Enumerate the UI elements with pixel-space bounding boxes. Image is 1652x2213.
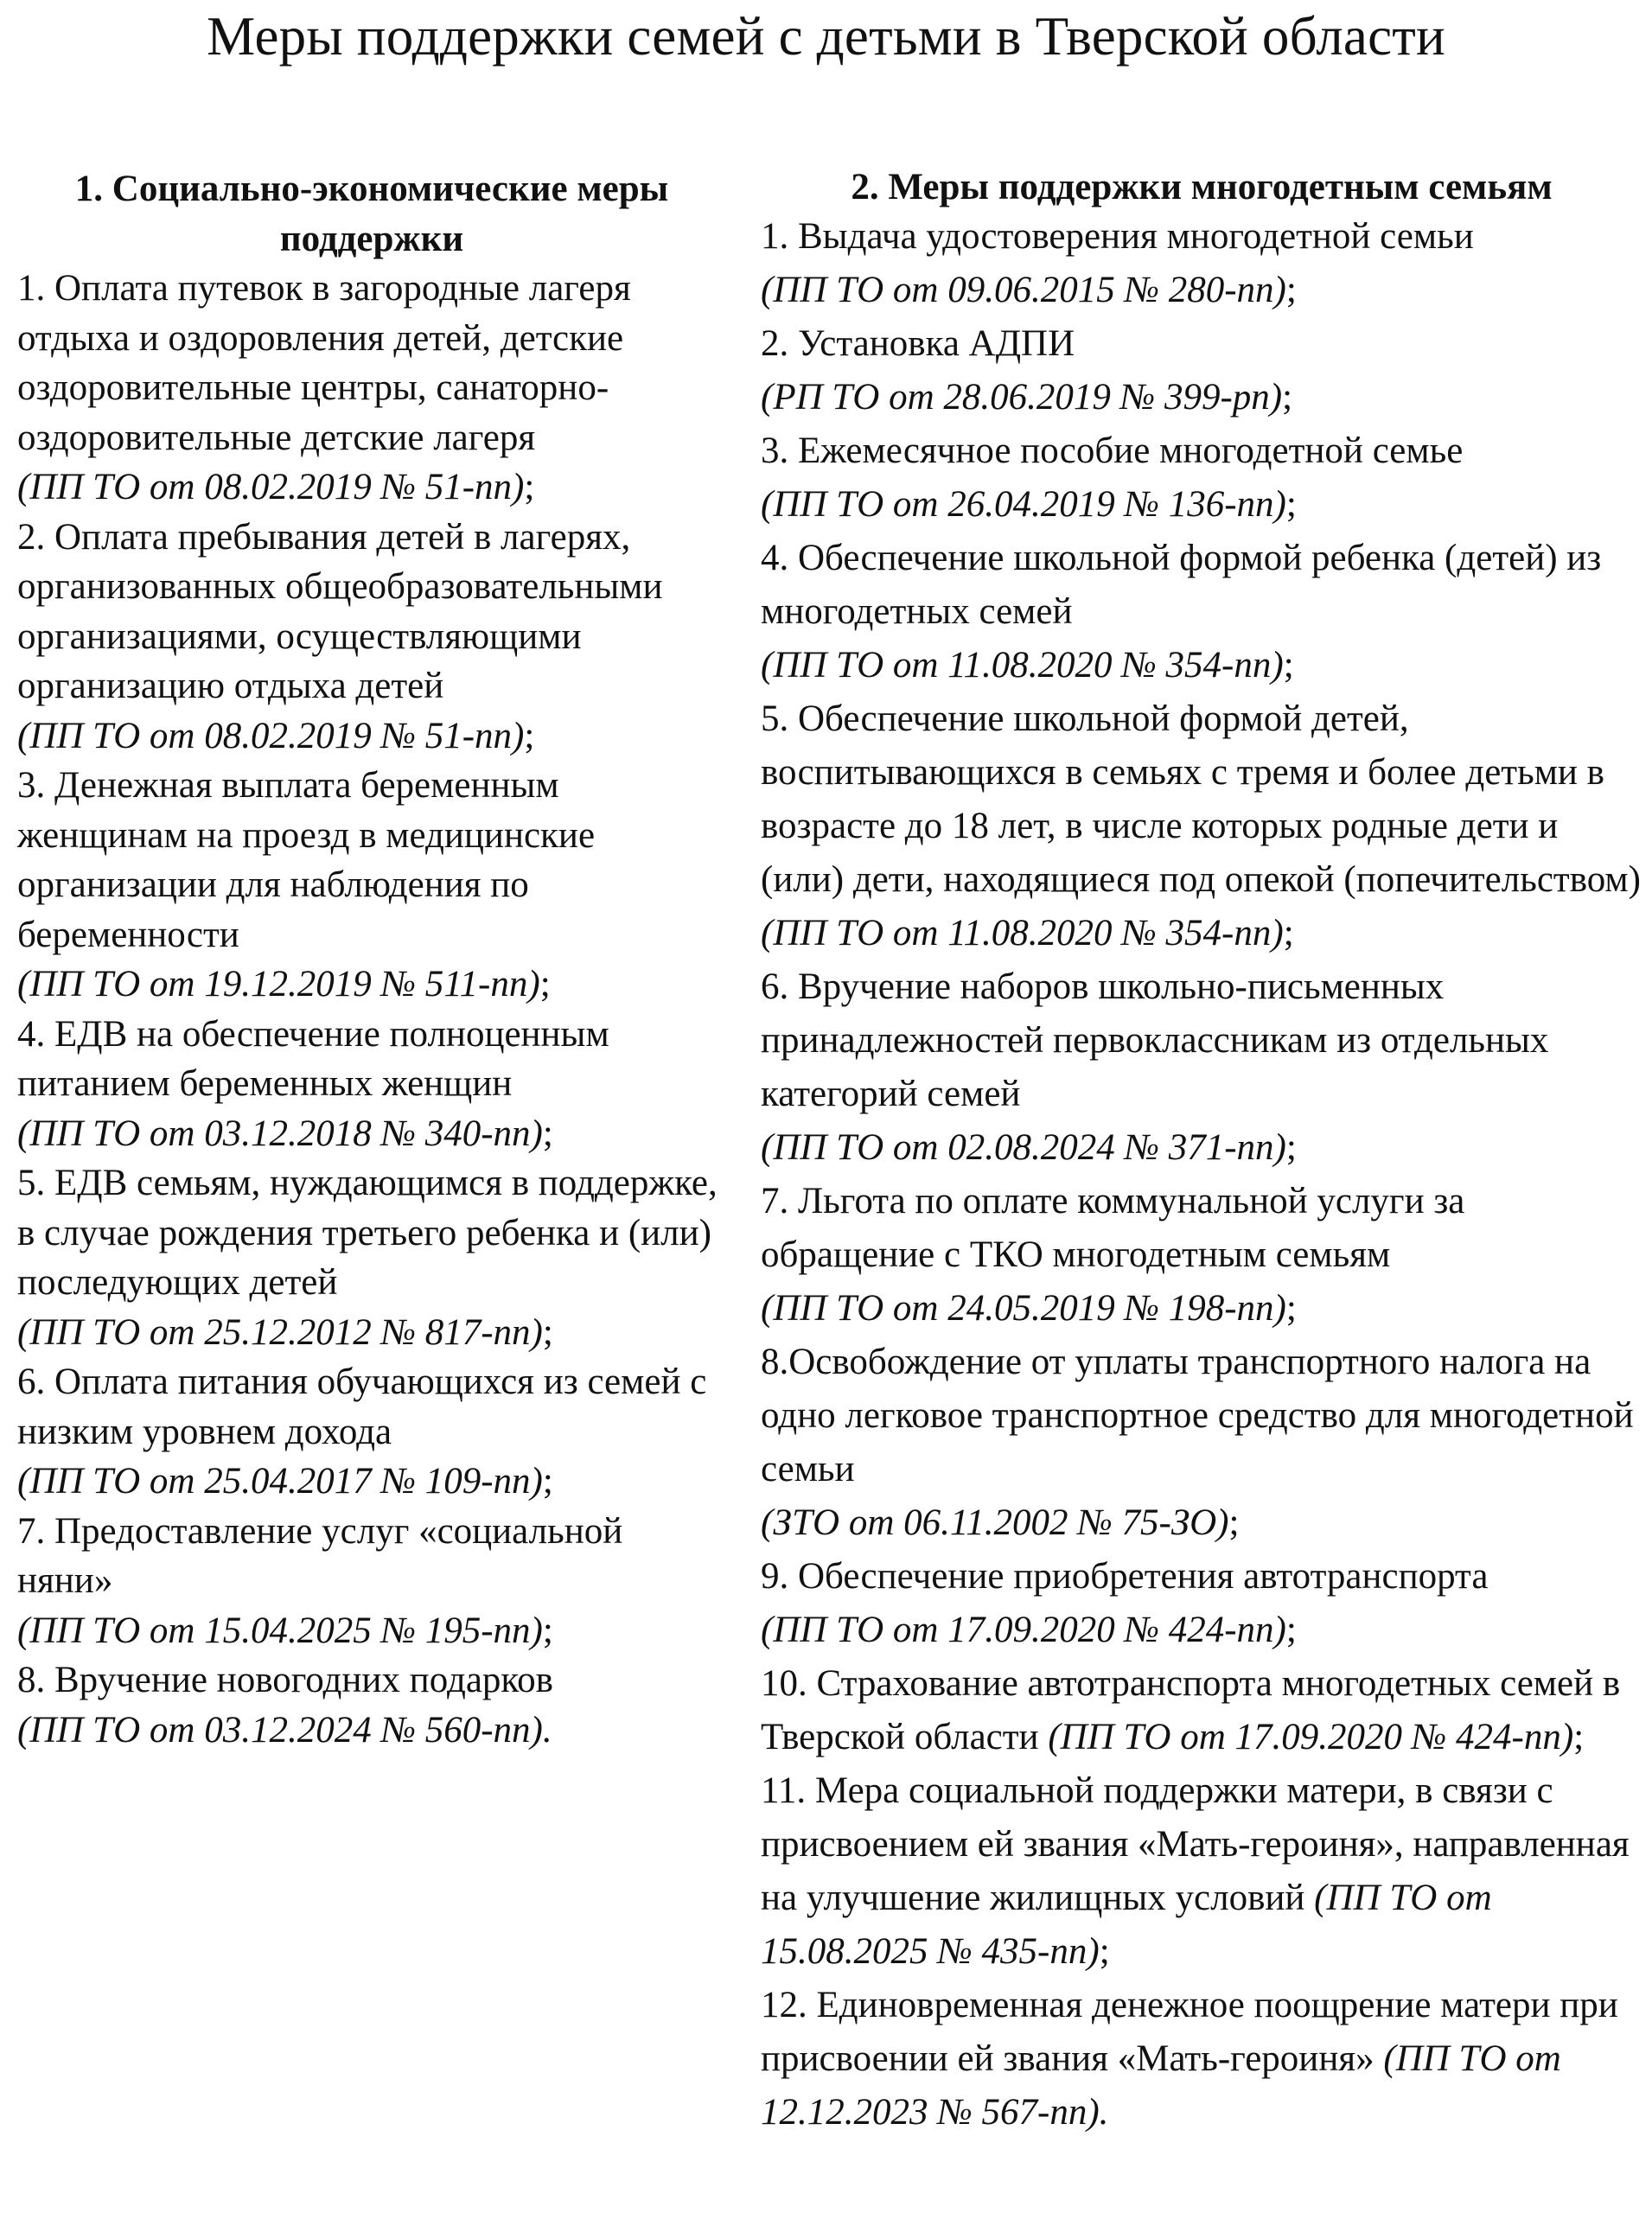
left-item-3-text: 3. Денежная выплата беременным женщинам на проезд в медицинские организации для наблюдения по беременности: [17, 765, 596, 955]
document-title: Меры поддержки семей с детьми в Тверской области: [207, 6, 1445, 67]
right-item-3: [761, 424, 1642, 532]
right-item-7-end: ;: [1285, 1288, 1297, 1329]
right-item-1-text: 1. Выдача удостоверения многодетной семьи: [761, 216, 1474, 257]
left-item-6-end: ;: [542, 1461, 553, 1502]
right-item-4-text: 4. Обеспечение школьной формой ребенка (детей) из многодетных семей: [761, 538, 1602, 632]
left-item-3-ref: (ПП ТО от 19.12.2019 № 511-пп): [17, 964, 540, 1004]
right-item-3-text: 3. Ежемесячное пособие многодетной семье: [761, 430, 1464, 471]
right-item-11-text: 11. Мера социальной поддержки матери, в связи с присвоением ей звания «Мать-героиня», направленная на улучшение жилищных условий: [761, 1770, 1630, 1918]
left-item-4-end: ;: [542, 1113, 553, 1154]
right-item-5-end: ;: [1283, 913, 1294, 953]
right-item-9-ref: (ПП ТО от 17.09.2020 № 424-пп): [761, 1610, 1286, 1650]
left-item-7-end: ;: [542, 1610, 553, 1651]
left-item-4-ref: (ПП ТО от 03.12.2018 № 340-пп): [17, 1113, 543, 1154]
right-column-heading: 2. Меры поддержки многодетным семьям: [851, 167, 1553, 207]
right-item-5-ref: (ПП ТО от 11.08.2020 № 354-пп): [761, 913, 1284, 953]
left-item-7: [17, 1507, 726, 1656]
right-item-6-ref: (ПП ТО от 02.08.2024 № 371-пп): [761, 1127, 1286, 1168]
right-item-8-ref: (ЗТО от 06.11.2002 № 75-ЗО): [761, 1502, 1229, 1543]
left-item-8-text: 8. Вручение новогодних подарков: [17, 1660, 553, 1700]
left-item-1-text: 1. Оплата путевок в загородные лагеря отдыха и оздоровления детей, детские оздоровительные центры, санаторно-оздоровительные детские лагеря: [17, 268, 631, 458]
right-item-1: [761, 210, 1642, 317]
right-item-10-end: ;: [1573, 1717, 1585, 1757]
right-item-11-end: ;: [1099, 1931, 1110, 1972]
right-item-1-end: ;: [1285, 270, 1297, 310]
right-item-12-ref: (ПП ТО от 12.12.2023 № 567-пп).: [761, 2038, 1561, 2133]
right-item-12: [761, 1979, 1642, 2140]
left-item-2: [17, 513, 726, 762]
right-item-10: [761, 1657, 1642, 1764]
right-item-7: [761, 1175, 1642, 1336]
left-item-3: [17, 761, 726, 1010]
right-item-10-ref: (ПП ТО от 17.09.2020 № 424-пп): [1048, 1717, 1574, 1757]
right-item-4: [761, 532, 1642, 692]
right-item-11-ref: (ПП ТО от 15.08.2025 № 435-пп): [761, 1878, 1492, 1972]
left-item-5: [17, 1158, 726, 1357]
right-item-1-ref: (ПП ТО от 09.06.2015 № 280-пп): [761, 270, 1286, 310]
left-item-5-ref: (ПП ТО от 25.12.2012 № 817-пп): [17, 1311, 543, 1353]
left-item-2-text: 2. Оплата пребывания детей в лагерях, организованных общеобразовательными организациями, осуществляющими организацию отдыха детей: [17, 516, 663, 706]
right-item-6: [761, 960, 1642, 1175]
right-item-6-end: ;: [1285, 1127, 1297, 1168]
left-item-1-ref: (ПП ТО от 08.02.2019 № 51-пп): [17, 467, 525, 507]
right-item-5-text: 5. Обеспечение школьной формой детей, воспитывающихся в семьях с тремя и более детьми в возрасте до 18 лет, в числе которых родные дети и (или) дети, находящиеся под опекой (попечительством): [761, 698, 1641, 900]
right-item-3-ref: (ПП ТО от 26.04.2019 № 136-пп): [761, 484, 1286, 525]
left-item-8-ref: (ПП ТО от 03.12.2024 № 560-пп).: [17, 1709, 552, 1751]
left-item-1: [17, 264, 726, 513]
right-item-11: [761, 1764, 1642, 1979]
left-item-6-ref: (ПП ТО от 25.04.2017 № 109-пп): [17, 1461, 543, 1502]
right-item-8-text: 8.Освобождение от уплаты транспортного налога на одно легковое транспортное средство для многодетной семьи: [761, 1342, 1634, 1489]
right-item-7-text: 7. Льгота по оплате коммунальной услуги за обращение с ТКО многодетным семьям: [761, 1181, 1465, 1275]
left-item-1-end: ;: [524, 467, 535, 507]
right-column: [761, 164, 1642, 2140]
left-item-4-text: 4. ЕДВ на обеспечение полноценным питанием беременных женщин: [17, 1013, 609, 1104]
right-item-2-text: 2. Установка АДПИ: [761, 323, 1075, 364]
right-item-7-ref: (ПП ТО от 24.05.2019 № 198-пп): [761, 1288, 1286, 1329]
right-item-2: [761, 317, 1642, 424]
left-item-5-end: ;: [542, 1311, 553, 1353]
right-item-2-ref: (РП ТО от 28.06.2019 № 399-рп): [761, 377, 1283, 418]
right-item-9: [761, 1550, 1642, 1657]
right-item-6-text: 6. Вручение наборов школьно-письменных принадлежностей первоклассникам из отдельных категорий семей: [761, 966, 1549, 1114]
left-item-3-end: ;: [539, 964, 551, 1004]
left-column: [17, 164, 726, 1755]
left-column-heading: 1. Социально-экономические меры поддержки: [74, 169, 669, 259]
right-item-4-end: ;: [1283, 645, 1294, 686]
right-item-8: [761, 1336, 1642, 1550]
right-item-4-ref: (ПП ТО от 11.08.2020 № 354-пп): [761, 645, 1284, 686]
left-item-7-text: 7. Предоставление услуг «социальной няни»: [17, 1510, 623, 1601]
left-item-6-text: 6. Оплата питания обучающихся из семей с низким уровнем дохода: [17, 1362, 707, 1452]
left-item-2-ref: (ПП ТО от 08.02.2019 № 51-пп): [17, 715, 525, 756]
right-item-8-end: ;: [1228, 1502, 1240, 1543]
right-item-9-text: 9. Обеспечение приобретения автотранспорта: [761, 1556, 1489, 1597]
right-item-5: [761, 692, 1642, 960]
left-item-5-text: 5. ЕДВ семьям, нуждающимся в поддержке, в случае рождения третьего ребенка и (или) последующих детей: [17, 1163, 718, 1303]
right-item-9-end: ;: [1285, 1610, 1297, 1650]
left-item-6: [17, 1357, 726, 1507]
right-item-12-text: 12. Единовременная денежное поощрение матери при присвоении ей звания «Мать-героиня»: [761, 1985, 1618, 2079]
right-item-2-end: ;: [1282, 377, 1293, 418]
left-item-2-end: ;: [524, 715, 535, 756]
left-item-8: [17, 1655, 726, 1755]
right-item-10-text: 10. Страхование автотранспорта многодетных семей в Тверской области: [761, 1663, 1621, 1757]
right-item-3-end: ;: [1285, 484, 1297, 525]
left-item-7-ref: (ПП ТО от 15.04.2025 № 195-пп): [17, 1610, 543, 1651]
left-item-4: [17, 1010, 726, 1159]
